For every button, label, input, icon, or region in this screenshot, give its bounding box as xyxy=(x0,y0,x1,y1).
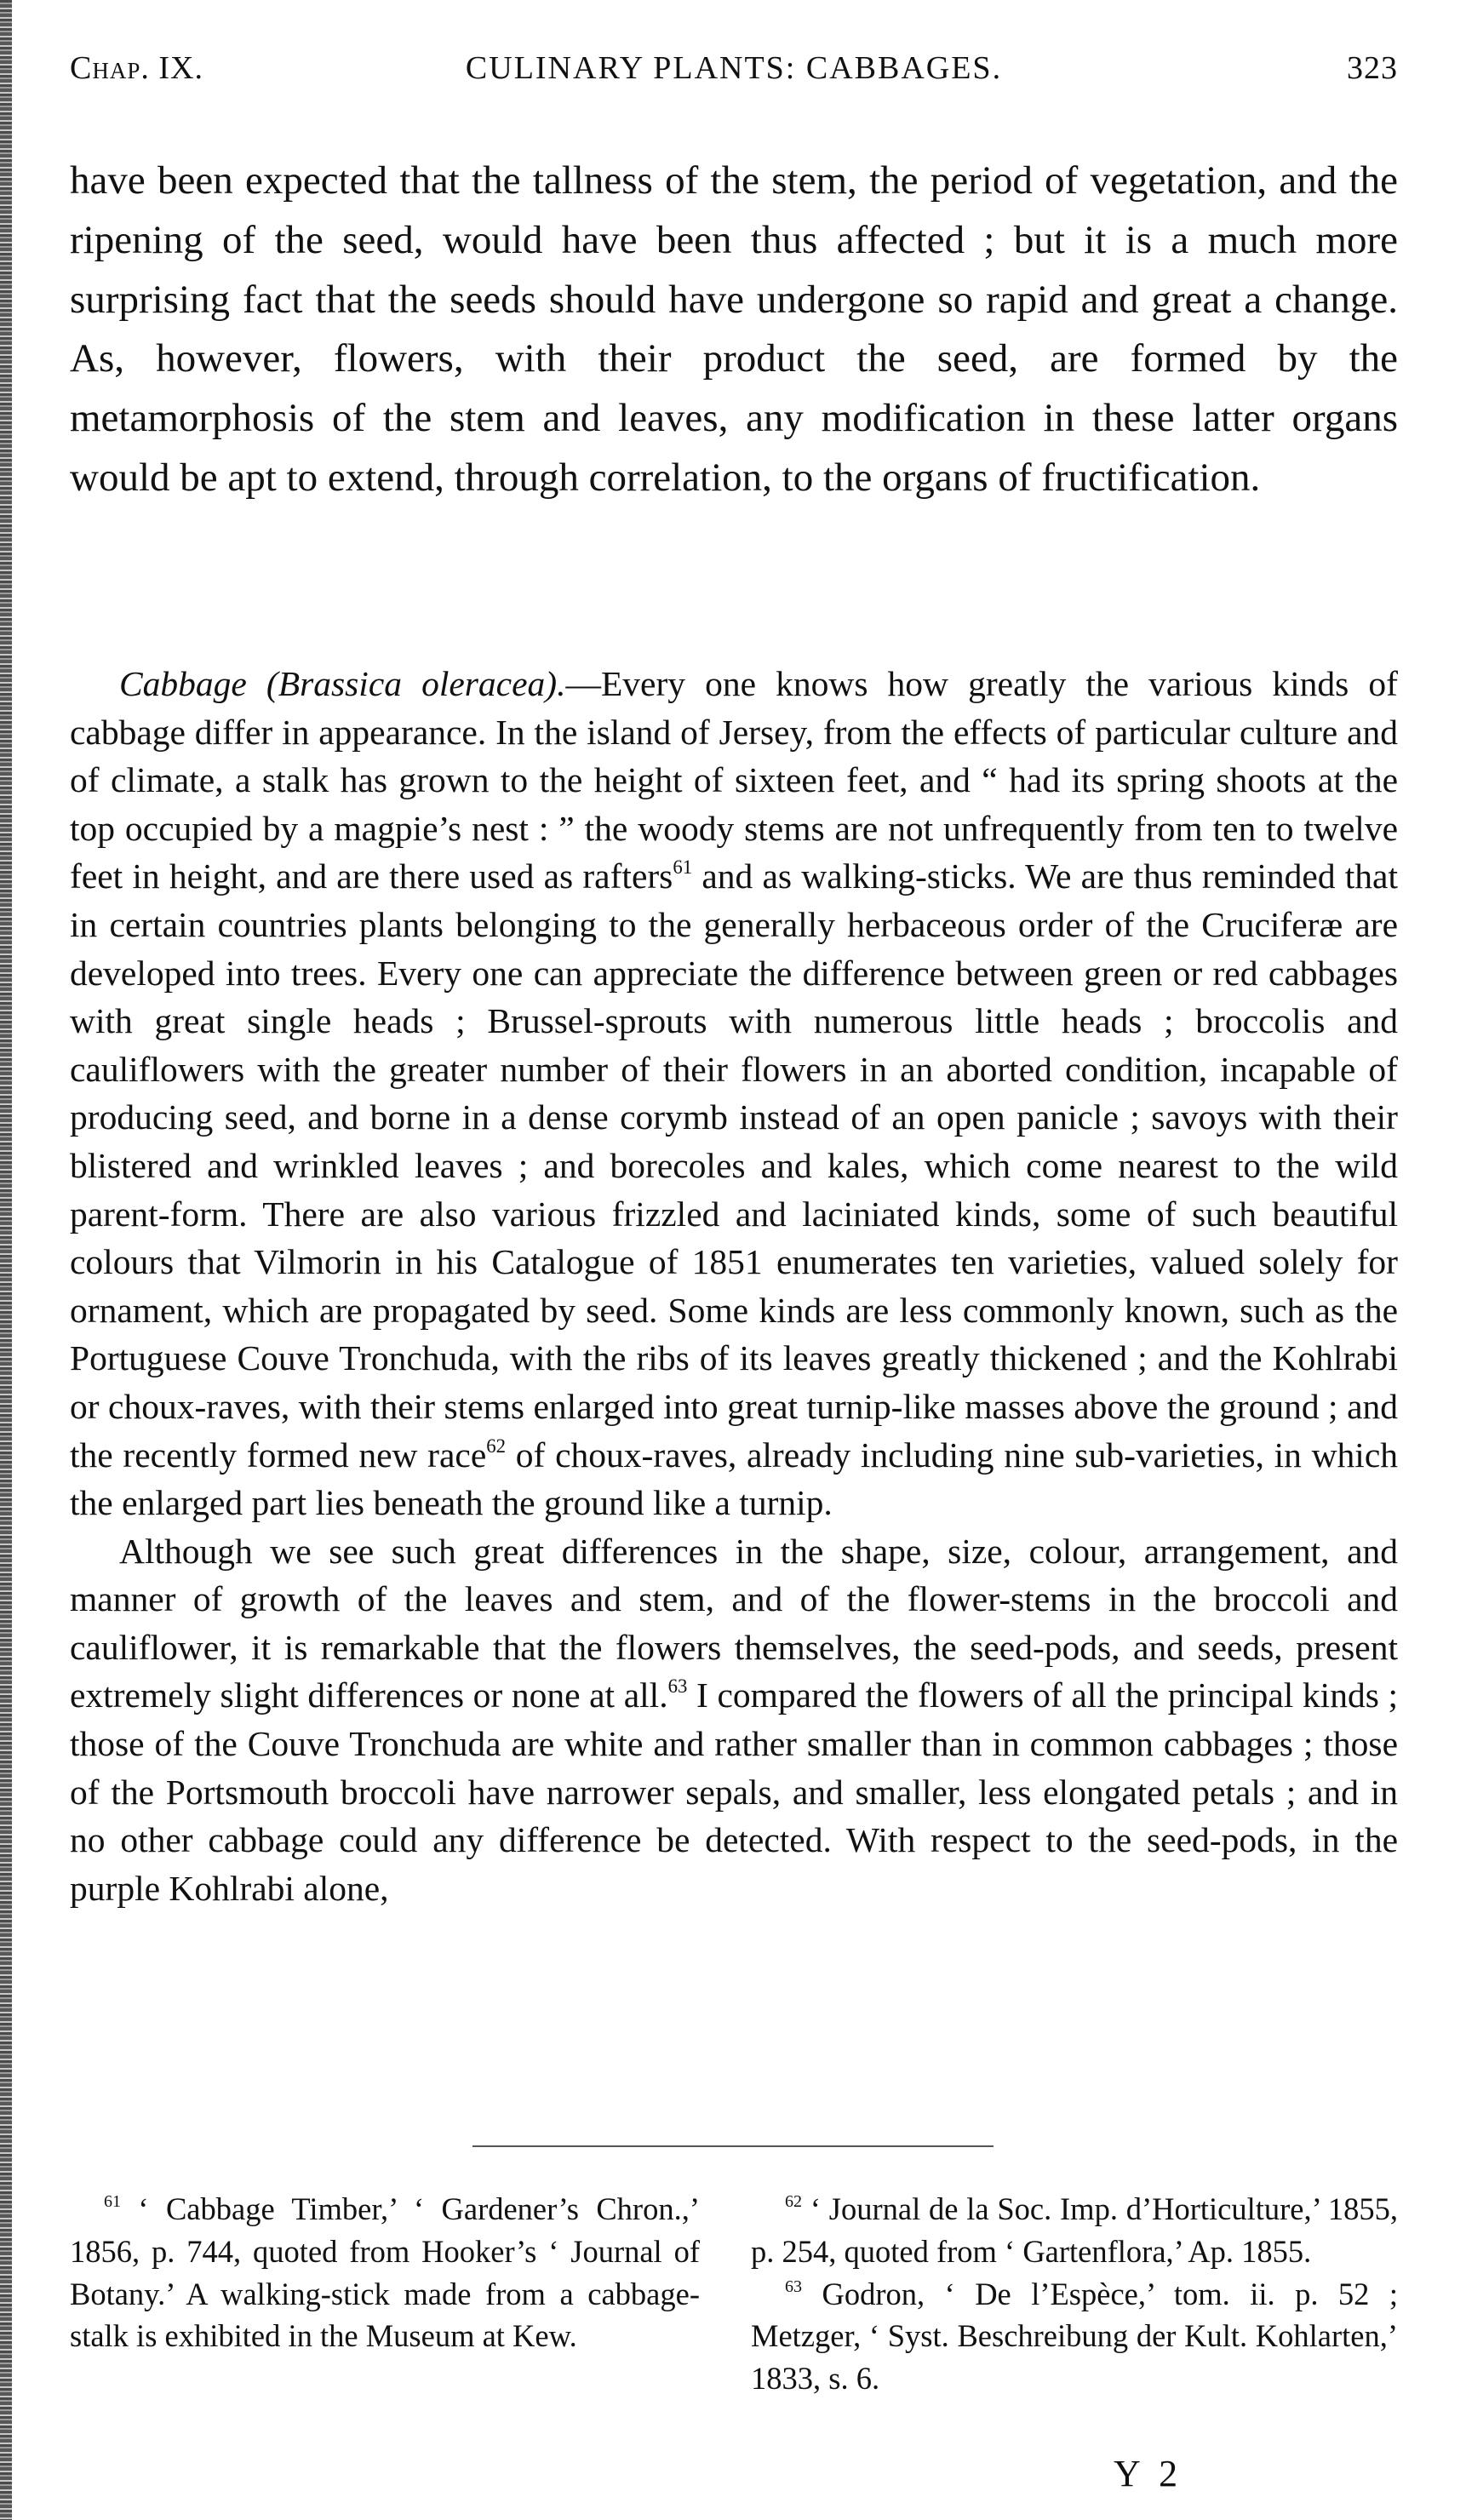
footnote-62 xyxy=(751,2188,1398,2273)
intro-paragraph-block xyxy=(70,152,1398,508)
footnote-number-61: 61 xyxy=(104,2191,122,2211)
chapter-label: Chap. IX. xyxy=(70,50,203,86)
running-title: CULINARY PLANTS: CABBAGES. xyxy=(465,50,1003,86)
footnote-61 xyxy=(70,2188,700,2357)
footnote-number-63: 63 xyxy=(785,2277,803,2296)
footnote-number-62: 62 xyxy=(785,2191,803,2211)
footnote-ref-61[interactable]: 61 xyxy=(673,856,693,879)
footnote-61-text: ‘ Cabbage Timber,’ ‘ Gardener’s Chron.,’ 1856, p. 744, quoted from Hooker’s ‘ Journal of Botany.’ A walking-stick made from a cabbage-stalk is exhibited in the Museum at Kew. xyxy=(70,2191,700,2354)
footnote-ref-63[interactable]: 63 xyxy=(667,1675,688,1698)
cabbage-lead-in: Cabbage (Brassica oleracea). xyxy=(119,664,566,703)
intro-paragraph: have been expected that the tallness of the stem, the period of vegetation, and the ripening of the seed, would have been thus affected ; but it is a much more surprising fact that the seeds should have undergone so rapid and great a change. As, however, flowers, with their product the seed, are formed by the metamorphosis of the stem and leaves, any modification in these latter organs would be apt to extend, through correlation, to the organs of fructification. xyxy=(70,158,1398,500)
flowers-text-1: Although we see such great differences in the shape, size, colour, arrangement, and manner of growth of the leaves and stem, and of the flower-stems in the broccoli and cauliflower, it is remarkable that the flowers themselves, the seed-pods, and seeds, present extremely slight differences or none at all. xyxy=(70,1531,1398,1715)
cabbage-text-1: —Every one knows how greatly the various kinds of cabbage differ in appearance. In the island of Jersey, from the effects of particular culture and of climate, a stalk has grown to the height of sixteen feet, and “ had its spring shoots at the top occupied by a magpie’s nest : ” the woody stems are not unfrequently from ten to twelve feet in height, and are there used as rafters xyxy=(70,664,1398,896)
running-header xyxy=(70,49,1398,97)
flowers-text-2: I compared the flowers of all the principal kinds ; those of the Couve Tronchuda are white and rather smaller than in common cabbages ; those of the Portsmouth broccoli have narrower sepals, and smaller, less elongated petals ; and in no other cabbage could any difference be detected. With respect to the seed-pods, in the purple Kohlrabi alone, xyxy=(70,1675,1399,1908)
main-text-block xyxy=(70,660,1398,1912)
footnote-62-text: ‘ Journal de la Soc. Imp. d’Horticulture,’ 1855, p. 254, quoted from ‘ Gartenflora,’ Ap. 1855. xyxy=(751,2191,1398,2269)
page-number: 323 xyxy=(1347,50,1398,86)
signature-mark: Y 2 xyxy=(1114,2453,1183,2494)
cabbage-text-3: of choux-raves, already including nine sub-varieties, in which the enlarged part lies beneath the ground like a turnip. xyxy=(70,1435,1398,1523)
binding-edge xyxy=(0,0,12,2520)
cabbage-paragraph xyxy=(70,660,1398,1527)
footnotes-left-column xyxy=(70,2188,700,2357)
footnote-63-text: Godron, ‘ De l’Espèce,’ tom. ii. p. 52 ; Metzger, ‘ Syst. Beschreibung der Kult. Kohlarten,’ 1833, s. 6. xyxy=(751,2276,1398,2397)
footnotes-right-column xyxy=(751,2188,1398,2400)
footnote-ref-62[interactable]: 62 xyxy=(486,1435,507,1457)
footnote-divider xyxy=(472,2145,994,2147)
flowers-paragraph xyxy=(70,1527,1398,1913)
footnote-63 xyxy=(751,2273,1398,2400)
cabbage-text-2: and as walking-sticks. We are thus reminded that in certain countries plants belonging to the generally herbaceous order of the Cruciferæ are developed into trees. Every one can appreciate the difference between green or red cabbages with great single heads ; Brussel-sprouts with numerous little heads ; broccolis and cauliflowers with the greater number of their flowers in an aborted condition, incapable of producing seed, and borne in a dense corymb instead of an open panicle ; savoys with their blistered and wrinkled leaves ; and borecoles and kales, which come nearest to the wild parent-form. There are also various frizzled and laciniated kinds, some of such beautiful colours that Vilmorin in his Catalogue of 1851 enumerates ten varieties, valued solely for ornament, which are propagated by seed. Some kinds are less commonly known, such as the Portuguese Couve Tronchuda, with the ribs of its leaves greatly thickened ; and the Kohlrabi or choux-raves, with their stems enlarged into great turnip-like masses above the ground ; and the recently formed new race xyxy=(70,856,1398,1475)
